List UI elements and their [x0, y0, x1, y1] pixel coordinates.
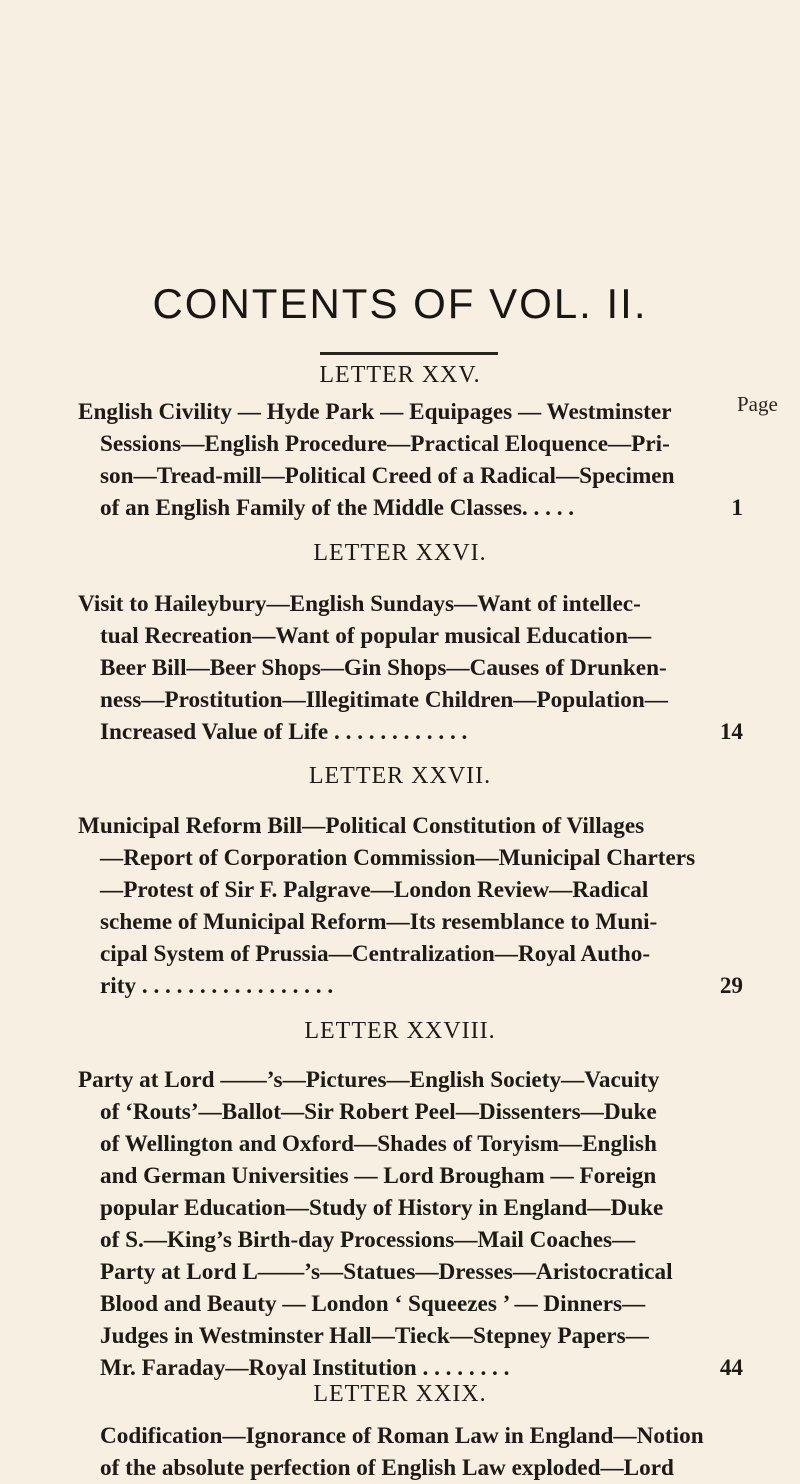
title-rule: [320, 352, 498, 355]
summary-line: of S.—King’s Birth-day Processions—Mail Coaches—: [100, 1227, 636, 1253]
letter-heading-xxviii: [0, 1018, 800, 1045]
summary-line: and German Universities — Lord Brougham — Foreign: [100, 1163, 657, 1189]
summary-line: Party at Lord L——’s—Statues—Dresses—Aristocratical: [100, 1259, 673, 1285]
summary-line: English Civility — Hyde Park — Equipages — Westminster: [78, 399, 672, 425]
letter-heading: LETTER XXVIII.: [304, 1018, 496, 1044]
page-number: 44: [719, 1355, 743, 1381]
letter-heading: LETTER XXIX.: [313, 1381, 487, 1407]
volume-title: CONTENTS OF VOL. II.: [152, 280, 648, 327]
letter-summary-xxviii: [78, 1064, 743, 1384]
summary-line: cipal System of Prussia—Centralization—Royal Autho-: [100, 941, 651, 967]
summary-line: Increased Value of Life . . . . . . . . . . . .: [100, 719, 468, 745]
letter-heading: LETTER XXVI.: [313, 540, 487, 566]
letter-heading-xxvi: [0, 540, 800, 567]
summary-line: —Protest of Sir F. Palgrave—London Review—Radical: [100, 877, 649, 903]
summary-line: Mr. Faraday—Royal Institution . . . . . . . .: [100, 1355, 510, 1381]
summary-line: of Wellington and Oxford—Shades of Toryism—English: [100, 1131, 657, 1157]
summary-line: Party at Lord ——’s—Pictures—English Society—Vacuity: [78, 1067, 660, 1093]
summary-line: Municipal Reform Bill—Political Constitution of Villages: [78, 813, 645, 839]
summary-line: Sessions—English Procedure—Practical Eloquence—Pri-: [100, 431, 670, 457]
letter-heading-xxv: [0, 362, 800, 389]
summary-line: scheme of Municipal Reform—Its resemblance to Muni-: [100, 909, 658, 935]
page-number: 1: [731, 495, 743, 521]
page-column-label: Page: [737, 392, 778, 416]
letter-summary-xxix: [78, 1420, 743, 1484]
summary-line: of the absolute perfection of English Law exploded—Lord: [100, 1455, 674, 1481]
letter-heading-xxvii: [0, 763, 800, 790]
summary-line: —Report of Corporation Commission—Municipal Charters: [100, 845, 696, 871]
summary-line: tual Recreation—Want of popular musical Education—: [100, 623, 652, 649]
letter-summary-xxvii: [78, 810, 743, 1002]
summary-line: ness—Prostitution—Illegitimate Children—Population—: [100, 687, 668, 713]
summary-line: of ‘Routs’—Ballot—Sir Robert Peel—Dissenters—Duke: [100, 1099, 657, 1125]
summary-line: son—Tread-mill—Political Creed of a Radical—Specimen: [100, 463, 675, 489]
page-number: 14: [719, 719, 743, 745]
letter-summary-xxvi: [78, 588, 743, 748]
letter-heading: LETTER XXVII.: [308, 763, 492, 789]
summary-line: Visit to Haileybury—English Sundays—Want of intellec-: [78, 591, 641, 617]
letter-heading: LETTER XXV.: [319, 362, 481, 388]
summary-line: Beer Bill—Beer Shops—Gin Shops—Causes of Drunken-: [100, 655, 667, 681]
summary-line: popular Education—Study of History in England—Duke: [100, 1195, 664, 1221]
summary-line: of an English Family of the Middle Classes. . . . .: [100, 495, 575, 521]
letter-heading-xxix: [0, 1381, 800, 1408]
letter-summary-xxv: [78, 396, 743, 524]
summary-line: rity . . . . . . . . . . . . . . . . .: [100, 973, 334, 999]
summary-line: Blood and Beauty — London ‘ Squeezes ’ — Dinners—: [100, 1291, 646, 1317]
summary-line: Codification—Ignorance of Roman Law in England—Notion: [100, 1423, 704, 1449]
page-number: 29: [719, 973, 743, 999]
summary-line: Judges in Westminster Hall—Tieck—Stepney Papers—: [100, 1323, 649, 1349]
